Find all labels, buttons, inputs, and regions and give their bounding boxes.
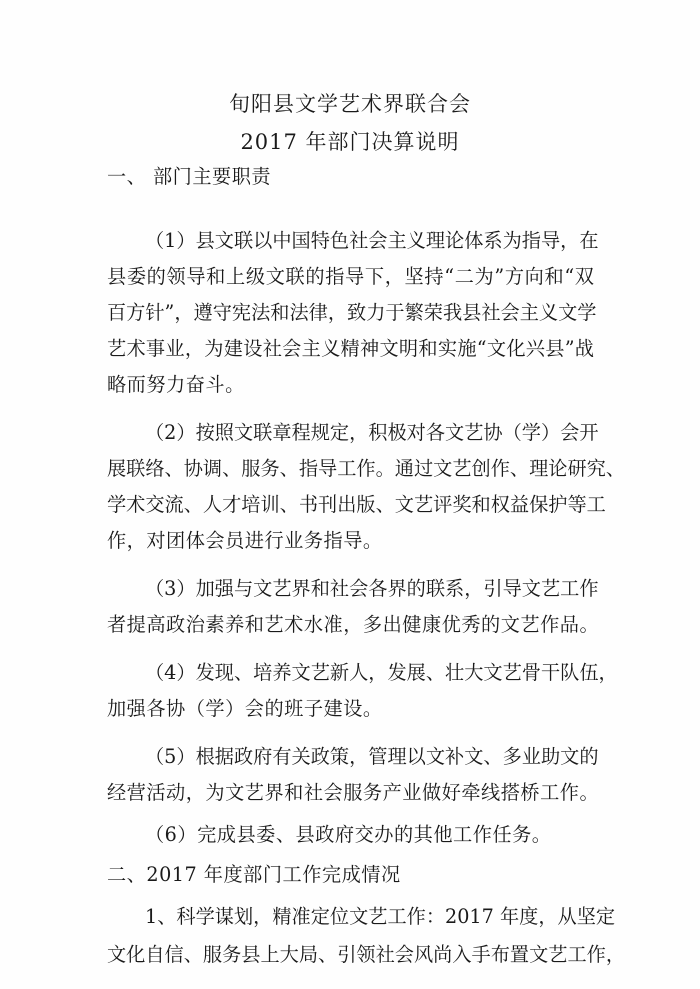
- paragraph-7-line-2: 文化自信、服务县上大局、引领社会风尚入手布置文艺工作，: [107, 943, 626, 966]
- paragraph-3-line-1: （3）加强与文艺界和社会各界的联系，引导文艺工作: [145, 577, 599, 600]
- paragraph-7-line-1: 1、科学谋划，精准定位文艺工作：2017 年度，从坚定: [145, 905, 616, 928]
- paragraph-1-line-3: 百方针”，遵守宪法和法律，致力于繁荣我县社会主义文学: [107, 301, 597, 324]
- paragraph-2-line-2: 展联络、协调、服务、指导工作。通过文艺创作、理论研究、: [107, 457, 626, 480]
- paragraph-5-line-2: 经营活动，为文艺界和社会服务产业做好牵线搭桥工作。: [107, 781, 600, 804]
- document-subtitle: 2017 年部门决算说明: [240, 130, 460, 154]
- paragraph-1-line-1: （1）县文联以中国特色社会主义理论体系为指导，在: [145, 229, 599, 252]
- paragraph-5-line-1: （5）根据政府有关政策，管理以文补文、多业助文的: [145, 745, 599, 768]
- paragraph-2-line-1: （2）按照文联章程规定，积极对各文艺协（学）会开: [145, 421, 599, 444]
- paragraph-1-line-2: 县委的领导和上级文联的指导下，坚持“二为”方向和“双: [107, 265, 594, 288]
- paragraph-2-line-4: 作，对团体会员进行业务指导。: [107, 529, 383, 552]
- paragraph-4-line-1: （4）发现、培养文艺新人，发展、壮大文艺骨干队伍，: [145, 661, 618, 684]
- document-title: 旬阳县文学艺术界联合会: [229, 92, 471, 116]
- section-heading-1: 一、 部门主要职责: [107, 165, 272, 188]
- paragraph-4-line-2: 加强各协（学）会的班子建设。: [107, 697, 383, 720]
- paragraph-1-line-4: 艺术事业，为建设社会主义精神文明和实施“文化兴县”战: [107, 337, 594, 360]
- paragraph-2-line-3: 学术交流、人才培训、书刊出版、文艺评奖和权益保护等工: [107, 493, 606, 516]
- paragraph-3-line-2: 者提高政治素养和艺术水准，多出健康优秀的文艺作品。: [107, 613, 600, 636]
- paragraph-1-line-5: 略而努力奋斗。: [107, 373, 245, 396]
- section-heading-2: 二、2017 年度部门工作完成情况: [107, 863, 401, 886]
- paragraph-6-line-1: （6）完成县委、县政府交办的其他工作任务。: [145, 823, 552, 846]
